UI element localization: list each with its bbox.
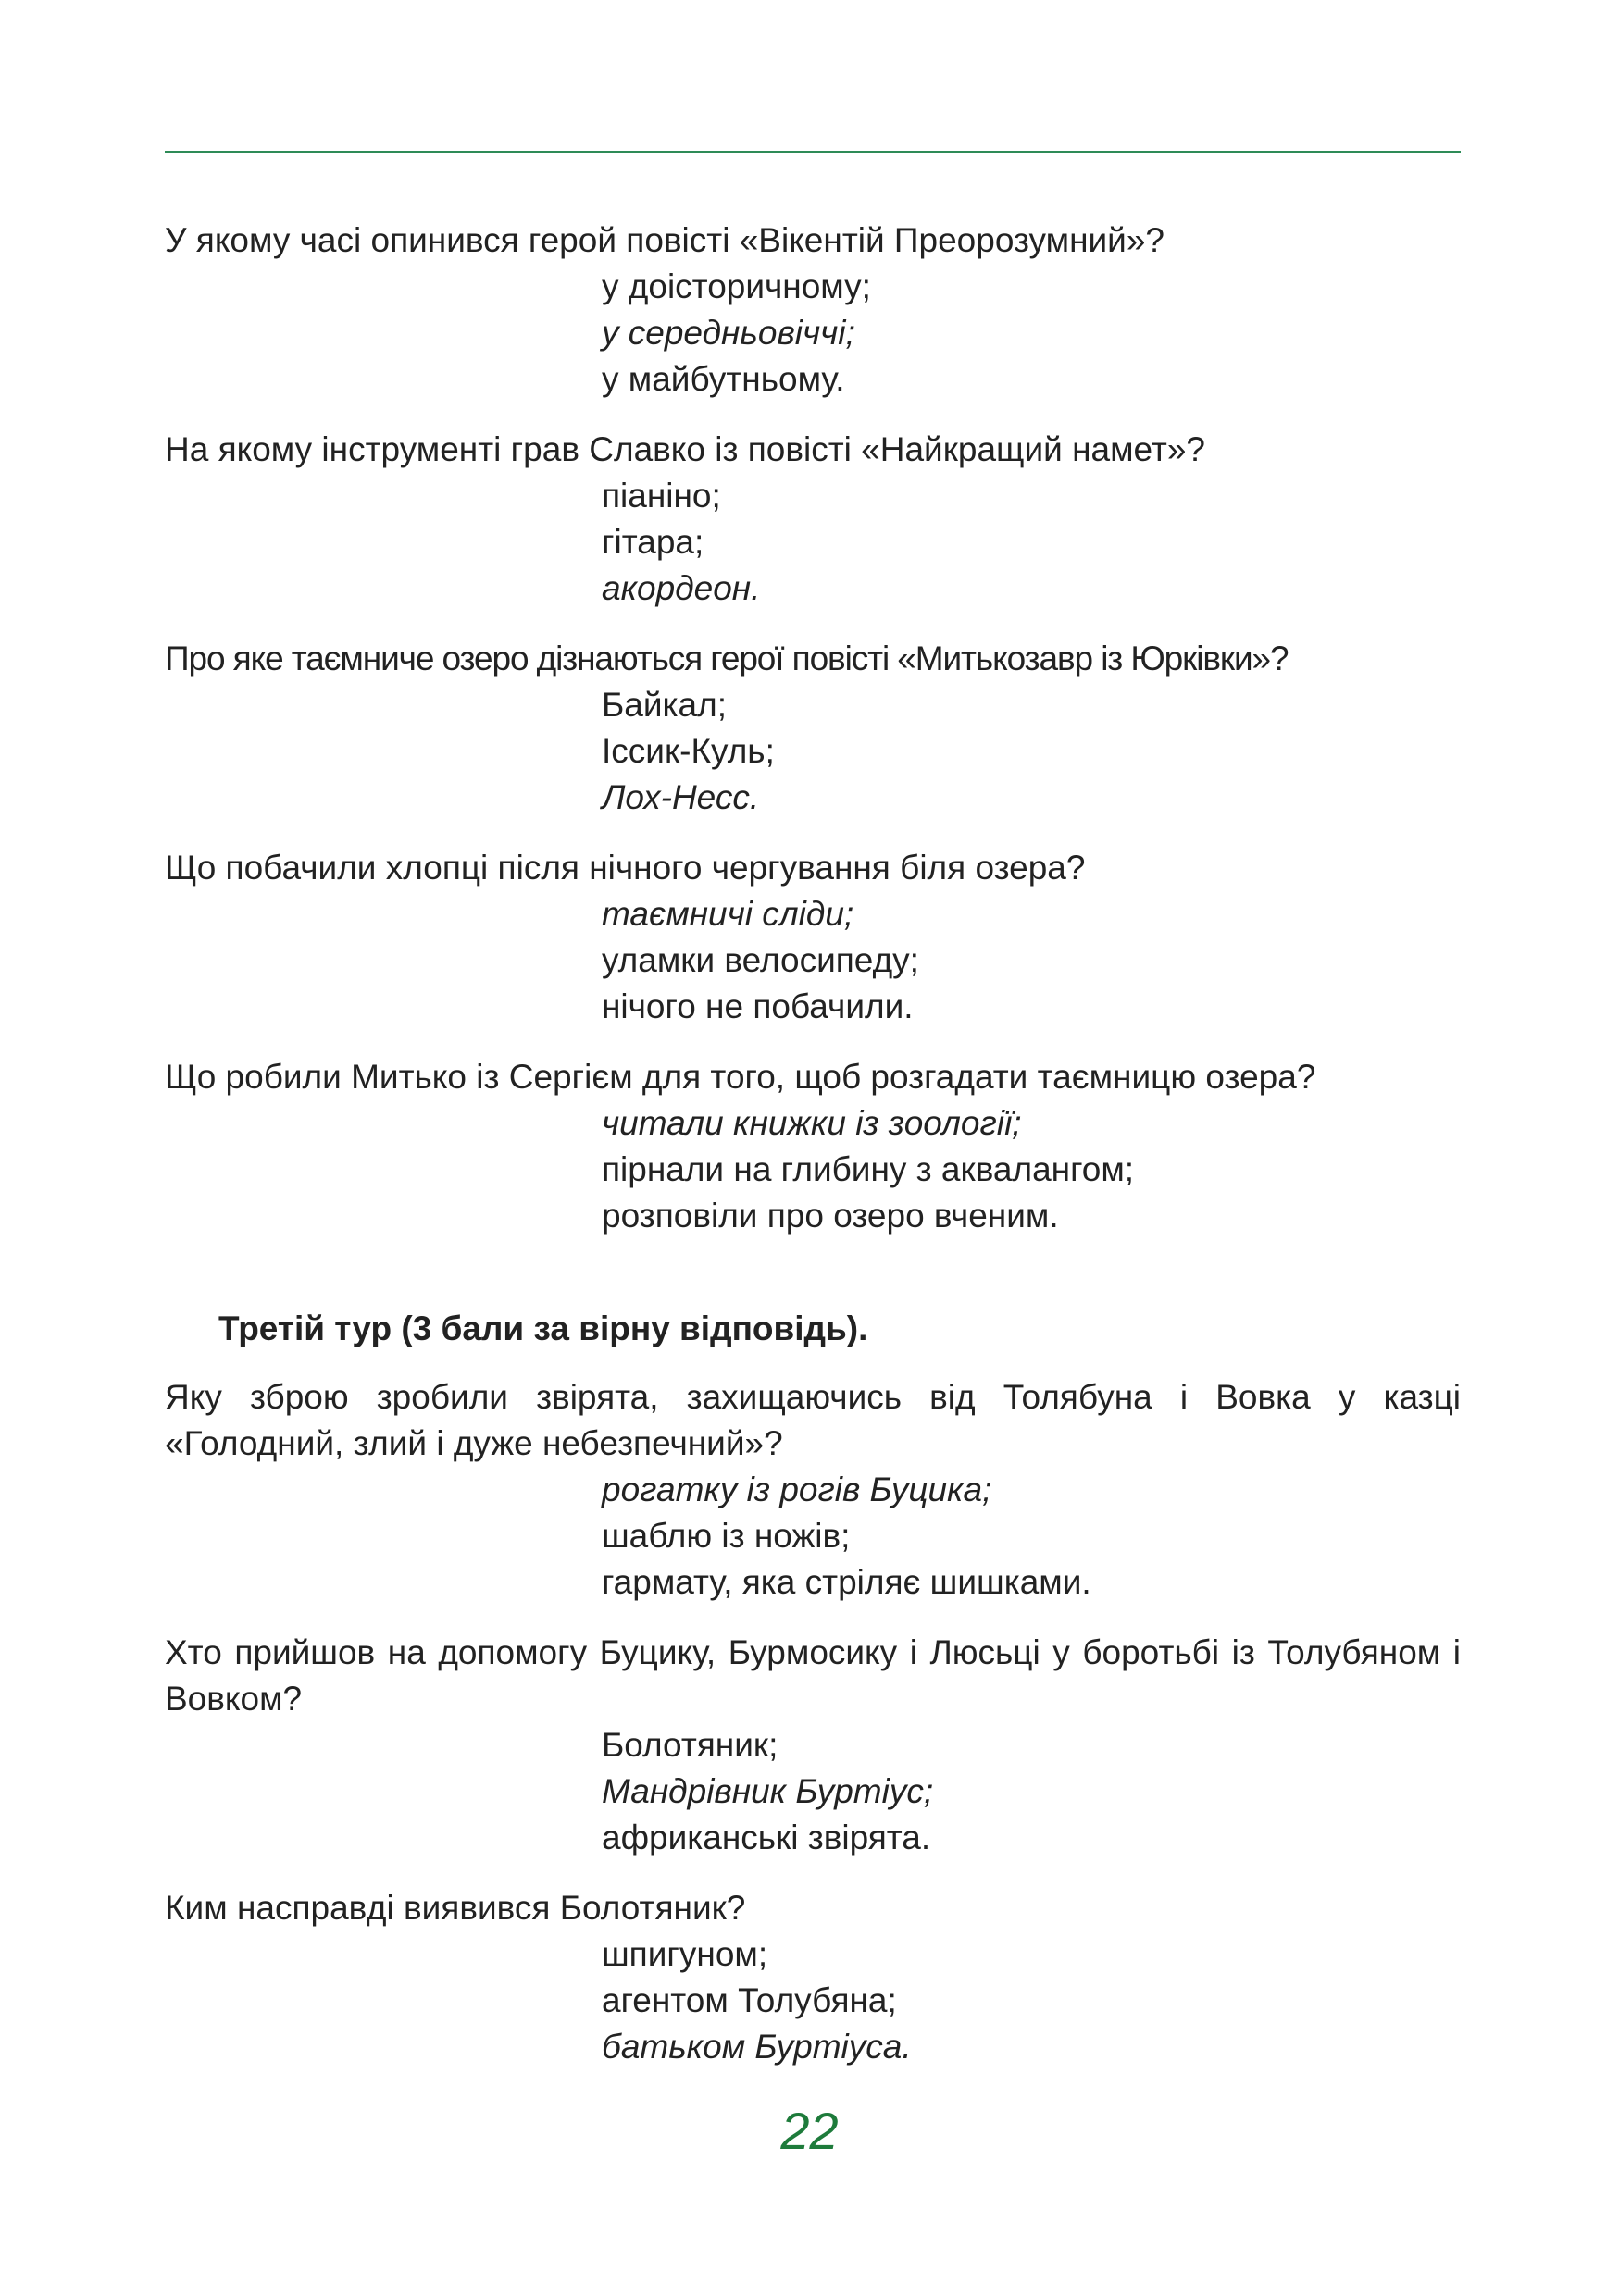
header-rule <box>165 151 1461 153</box>
question-text: Що побачили хлопці після нічного чергування біля озера? <box>165 849 1086 887</box>
question-text: Про яке таємниче озеро дізнаються герої повісті «Митькозавр із Юрківки»? <box>165 639 1289 677</box>
answer-option: у майбутньому. <box>602 360 845 398</box>
page-number: 22 <box>780 2102 839 2160</box>
answer-option: гітара; <box>602 523 704 561</box>
answer-option-correct: у середньовіччі; <box>602 314 855 352</box>
question-text: У якому часі опинився герой повісті «Вікентій Преорозумний»? <box>165 221 1164 259</box>
answer-option: африканські звірята. <box>602 1818 931 1856</box>
answer-option-correct: Мандрівник Буртіус; <box>602 1772 934 1810</box>
answer-option: піаніно; <box>602 477 721 515</box>
answer-list <box>602 891 1461 1030</box>
answer-option: у доісторичному; <box>602 267 871 305</box>
answer-option: Байкал; <box>602 686 727 724</box>
question-text: На якому інструменті грав Славко із повісті «Найкращий намет»? <box>165 430 1206 468</box>
answer-option-correct: рогатку із рогів Буцика; <box>602 1471 992 1508</box>
answer-option: Іссик-Куль; <box>602 732 775 770</box>
answer-option-correct: таємничі сліди; <box>602 895 854 933</box>
section-title: Третій тур (3 бали за вірну відповідь). <box>218 1309 868 1347</box>
answer-option: гармату, яка стріляє шишками. <box>602 1563 1091 1601</box>
answer-option: пірнали на глибину з аквалангом; <box>602 1150 1135 1188</box>
question-text: Хто прийшов на допомогу Буцику, Бурмосику і Люсьці у боротьбі із Толубяном і Вовком? <box>165 1633 1461 1718</box>
question-text: Що робили Митько із Сергієм для того, щоб розгадати таємницю озера? <box>165 1058 1316 1096</box>
answer-option-correct: Лох-Несс. <box>602 778 760 816</box>
answer-list <box>602 473 1461 612</box>
answer-option-correct: батьком Буртіуса. <box>602 2028 912 2066</box>
answer-list <box>602 682 1461 821</box>
answer-list <box>602 1722 1461 1861</box>
answer-option: агентом Толубяна; <box>602 1981 897 2019</box>
quiz-content <box>165 217 1461 2094</box>
answer-option-correct: читали книжки із зоології; <box>602 1104 1022 1142</box>
answer-list <box>602 1100 1461 1239</box>
answer-option: нічого не побачили. <box>602 987 914 1025</box>
question-text: Ким насправді виявився Болотяник? <box>165 1889 746 1927</box>
answer-option: уламки велосипеду; <box>602 941 919 979</box>
answer-option: шпигуном; <box>602 1935 768 1973</box>
answer-list <box>602 264 1461 403</box>
answer-list <box>602 1467 1461 1606</box>
question-text: Яку зброю зробили звірята, захищаючись від Толябуна і Вовка у казці «Голодний, злий і дуже небезпечний»? <box>165 1378 1461 1462</box>
answer-option: шаблю із ножів; <box>602 1517 851 1555</box>
answer-option: розповіли про озеро вченим. <box>602 1197 1059 1235</box>
answer-option: Болотяник; <box>602 1726 778 1764</box>
answer-option-correct: акордеон. <box>602 569 761 607</box>
answer-list <box>602 1931 1461 2070</box>
